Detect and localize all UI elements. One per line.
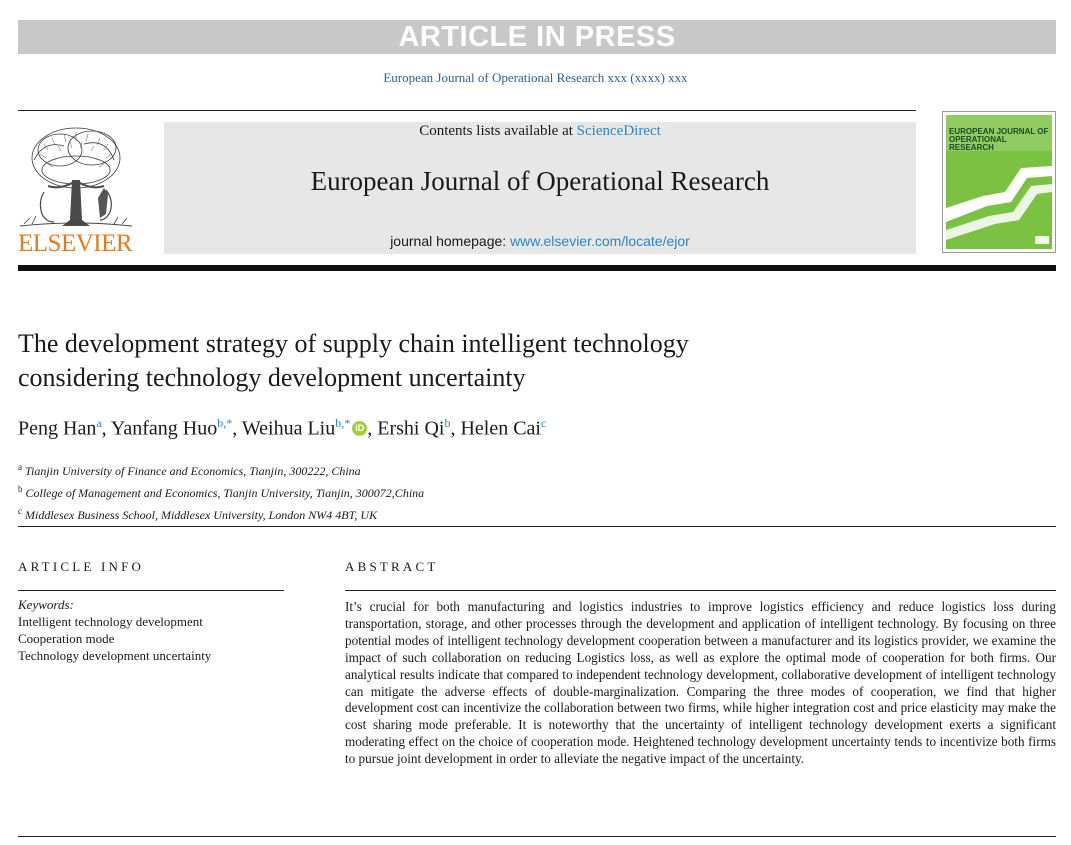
affiliation-text: Middlesex Business School, Middlesex University, London NW4 4BT, UK	[25, 508, 378, 522]
author-name[interactable]: Weihua Liu	[241, 417, 336, 440]
author-affiliation-mark[interactable]: c	[540, 416, 547, 430]
author-affiliation-mark[interactable]: b,*	[335, 416, 351, 430]
article-in-press-banner: ARTICLE IN PRESS	[18, 20, 1056, 54]
author-affiliation-mark[interactable]: a	[96, 416, 102, 430]
author-affiliation-mark[interactable]: b	[444, 416, 451, 430]
article-info-heading: ARTICLE INFO	[18, 559, 145, 574]
bottom-divider	[18, 836, 1056, 837]
elsevier-wordmark: ELSEVIER	[18, 230, 133, 257]
cover-title: EUROPEAN JOURNAL OF OPERATIONAL RESEARCH	[949, 127, 1049, 152]
journal-reference[interactable]: European Journal of Operational Research xxx (xxxx) xxx	[383, 70, 688, 85]
keyword-item[interactable]: Cooperation mode	[18, 631, 115, 646]
affiliation-mark: a	[18, 462, 22, 472]
header-divider	[18, 110, 916, 111]
keywords-label: Keywords:	[18, 597, 74, 612]
abstract-heading: ABSTRACT	[345, 559, 439, 574]
article-title-line-1: The development strategy of supply chain intelligent technology	[18, 329, 689, 358]
abstract-divider	[345, 590, 1056, 591]
author-name[interactable]: Peng Han	[18, 417, 97, 440]
journal-title: European Journal of Operational Research	[310, 166, 770, 196]
keyword-item[interactable]: Technology development uncertainty	[18, 648, 212, 663]
affiliation-mark: b	[18, 484, 23, 494]
affiliation-list	[18, 458, 918, 524]
affiliation	[18, 458, 918, 480]
orcid-icon[interactable]: iD	[352, 421, 367, 436]
keyword-item[interactable]: Intelligent technology development	[18, 614, 203, 629]
author-name[interactable]: Ershi Qi	[377, 417, 445, 440]
affiliation-text: College of Management and Economics, Tianjin University, Tianjin, 300072,China	[25, 486, 425, 500]
affiliation	[18, 480, 918, 502]
affiliation	[18, 502, 918, 524]
affiliation-text: Tianjin University of Finance and Economics, Tianjin, 300222, China	[25, 464, 361, 478]
section-divider	[18, 526, 1056, 527]
homepage-link[interactable]: www.elsevier.com/locate/ejor	[510, 233, 690, 249]
keyword-list	[18, 613, 211, 664]
sciencedirect-link[interactable]: ScienceDirect	[576, 123, 661, 139]
abstract-body: It’s crucial for both manufacturing and logistics industries to improve logistics efficiency and reduce logistics loss during transportation, storage, and other processes through the development and application of intelligent technology. By focusing on three potential modes of intelligent technology development cooperation between a manufacturer and its logistics provider, we examine the impact of such collaboration on reducing Logistics loss, as well as explore the optimal mode of cooperation for both firms. Our analytical results indicate that compared to independent technology development, collaborative development of intelligent technology can mitigate the adverse effects of double-marginalization. Comparing the three modes of cooperation, we find that higher development cost can incentivize the collaboration between two firms, while higher integration cost and price elasticity may make the cost sharing mode preferable. It is noteworthy that the uncertainty of intelligent technology development exerts a significant moderating effect on the choice of cooperation mode. Heightened technology development uncertainty tends to incentivize both firms to pursue joint development in order to alleviate the negative impact of the uncertainty.	[345, 599, 1056, 767]
author-affiliation-mark[interactable]: b,*	[217, 416, 233, 430]
journal-cover-thumbnail[interactable]	[942, 111, 1056, 253]
article-title-line-2: considering technology development uncertainty	[18, 363, 526, 392]
author-name[interactable]: Helen Cai	[460, 417, 541, 440]
article-info-divider	[18, 590, 284, 591]
contents-available-line	[164, 123, 916, 140]
author-list: Peng Han$^a$, Yanfang Huo$^{b,*}$, Weihua Liu$^{b,*}$ iD , Ershi Qi$^b$, Helen Cai$^c$	[18, 416, 547, 440]
author-name[interactable]: Yanfang Huo	[110, 417, 218, 440]
contents-prefix: Contents lists available at	[419, 123, 577, 139]
journal-homepage-line	[164, 233, 916, 249]
affiliation-mark: c	[18, 506, 22, 516]
header-thick-divider	[18, 265, 1056, 271]
article-title	[18, 327, 918, 395]
homepage-prefix: journal homepage:	[390, 233, 511, 249]
